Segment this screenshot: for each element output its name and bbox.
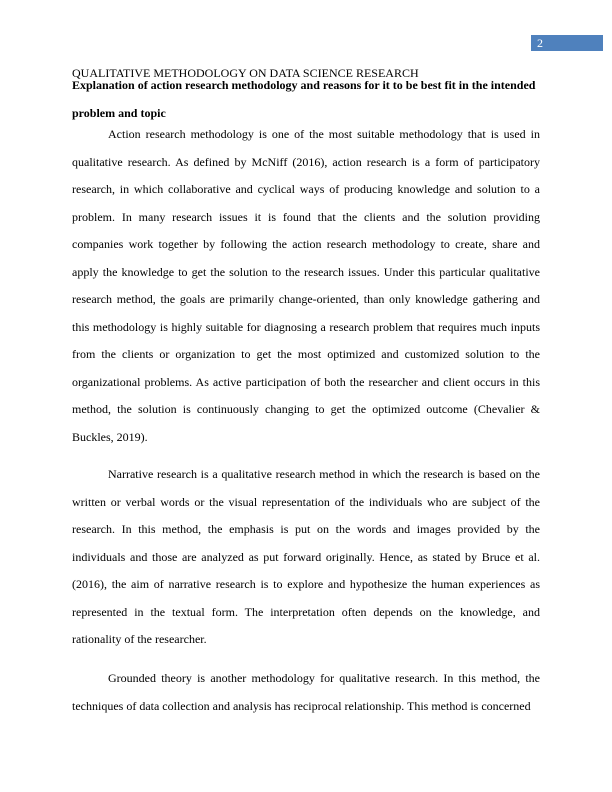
section-heading: Explanation of action research methodology and reasons for it to be best fit in the intended problem and topic xyxy=(72,78,536,120)
running-head: QUALITATIVE METHODOLOGY ON DATA SCIENCE RESEARCH xyxy=(72,66,419,80)
body-paragraph-grounded-theory: Grounded theory is another methodology for qualitative research. In this method, the techniques of data collection and analysis has reciprocal relationship. This method is concerned xyxy=(72,671,540,713)
body-paragraph-action-research: Action research methodology is one of the most suitable methodology that is used in qualitative research. As defined by McNiff (2016), action research is a form of participatory research, in which collaborative and cyclical ways of producing knowledge and solution to a problem. In many research issues it is found that the clients and the solution providing companies work together by following the action research methodology to create, share and apply the knowledge to get the solution to the research issues. Under this particular qualitative research method, the goals are primarily change-oriented, than only knowledge gathering and this methodology is highly suitable for diagnosing a research problem that requires much inputs from the clients or organization to get the most optimized and customized solution to the organizational problems. As active participation of both the researcher and client occurs in this method, the solution is continuously changing to get the optimized outcome (Chevalier & Buckles, 2019). xyxy=(72,127,540,444)
page-number: 2 xyxy=(537,36,543,50)
body-paragraph-narrative-research: Narrative research is a qualitative research method in which the research is based on the written or verbal words or the visual representation of the individuals who are subject of the research. In this method, the emphasis is put on the words and images provided by the individuals and those are analyzed as put forward originally. Hence, as stated by Bruce et al. (2016), the aim of narrative research is to explore and hypothesize the human experiences as represented in the textual form. The interpretation often depends on the knowledge, and rationality of the researcher. xyxy=(72,467,540,646)
